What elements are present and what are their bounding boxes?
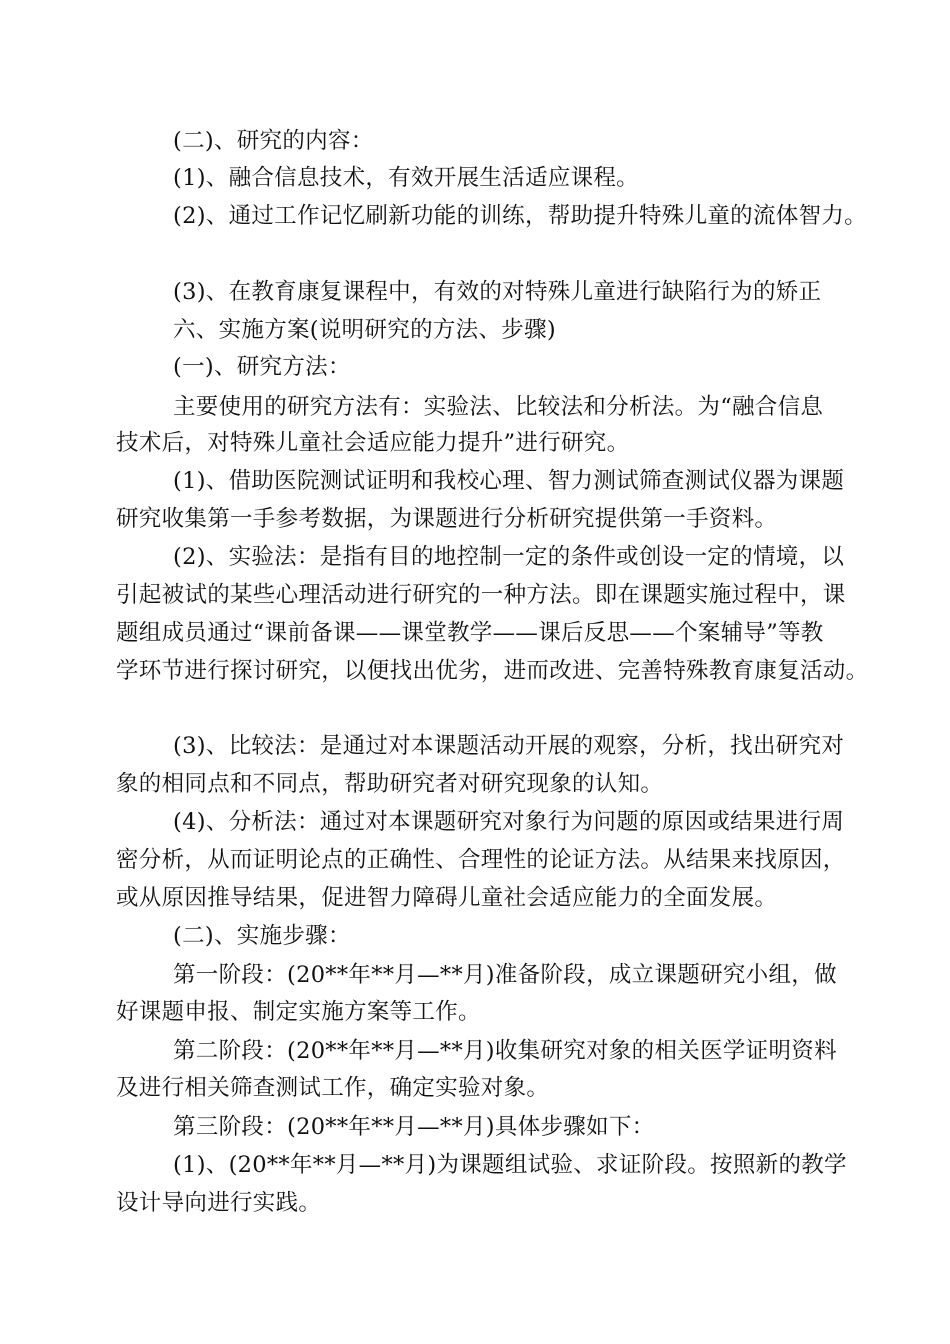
content-item-2: (2)、通过工作记忆刷新功能的训练，帮助提升特殊儿童的流体智力。 [173,203,867,229]
method-3-line-2: 象的相同点和不同点，帮助研究者对研究现象的认知。 [116,771,664,797]
section-heading-steps: (二)、实施步骤： [173,923,351,949]
stage-1-line-1: 第一阶段：(20**年**月—**月)准备阶段，成立课题研究小组，做 [173,962,837,988]
method-2-line-3: 题组成员通过“课前备课——课堂教学——课后反思——个案辅导”等教 [116,620,824,646]
content-item-1: (1)、融合信息技术，有效开展生活适应课程。 [173,165,639,191]
method-1-line-2: 研究收集第一手参考数据，为课题进行分析研究提供第一手资料。 [116,506,778,532]
stage-2-line-1: 第二阶段：(20**年**月—**月)收集研究对象的相关医学证明资料 [173,1038,837,1064]
method-3-line-1: (3)、比较法：是通过对本课题活动开展的观察，分析，找出研究对 [173,733,845,759]
methods-intro-line-1: 主要使用的研究方法有：实验法、比较法和分析法。为“融合信息 [173,394,824,420]
stage-1-line-2: 好课题申报、制定实施方案等工作。 [116,999,481,1025]
stage-3-step-1-line-2: 设计导向进行实践。 [116,1190,322,1216]
stage-3-heading: 第三阶段：(20**年**月—**月)具体步骤如下： [173,1114,655,1140]
chapter-heading-implementation: 六、实施方案(说明研究的方法、步骤) [173,317,556,343]
content-item-3: (3)、在教育康复课程中，有效的对特殊儿童进行缺陷行为的矫正 [173,279,822,305]
method-4-line-1: (4)、分析法：通过对本课题研究对象行为问题的原因或结果进行周 [173,809,845,835]
method-2-line-2: 引起被试的某些心理活动进行研究的一种方法。即在课题实施过程中，课 [116,582,846,608]
method-4-line-2: 密分析，从而证明论点的正确性、合理性的论证方法。从结果来找原因， [116,847,846,873]
section-heading-methods: (一)、研究方法： [173,354,351,380]
method-2-line-1: (2)、实验法：是指有目的地控制一定的条件或创设一定的情境，以 [173,544,845,570]
section-heading-research-content: (二)、研究的内容： [173,128,374,154]
method-2-line-4: 学环节进行探讨研究，以便找出优劣，进而改进、完善特殊教育康复活动。 [116,658,869,684]
stage-3-step-1-line-1: (1)、(20**年**月—**月)为课题组试验、求证阶段。按照新的教学 [173,1152,847,1178]
methods-intro-line-2: 技术后，对特殊儿童社会适应能力提升”进行研究。 [116,430,630,456]
method-4-line-3: 或从原因推导结果，促进智力障碍儿童社会适应能力的全面发展。 [116,885,778,911]
stage-2-line-2: 及进行相关筛查测试工作，确定实验对象。 [116,1075,550,1101]
method-1-line-1: (1)、借助医院测试证明和我校心理、智力测试筛查测试仪器为课题 [173,468,845,494]
